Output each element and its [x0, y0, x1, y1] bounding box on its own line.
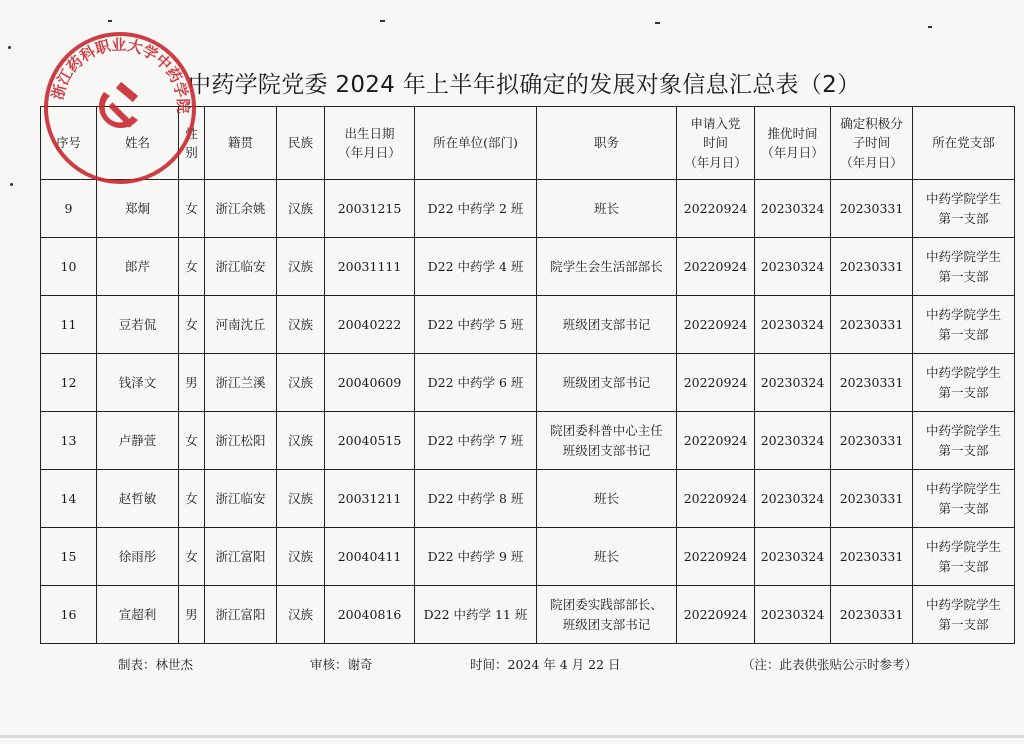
- table-note: （注：此表供张贴公示时参考）: [742, 657, 918, 672]
- cell-recommend: 20230324: [755, 586, 831, 644]
- cell-activist: 20230331: [831, 354, 913, 412]
- scan-speck: [928, 26, 932, 28]
- cell-branch-line: 中药学院学生: [925, 191, 1001, 207]
- column-header-text: 姓名: [124, 135, 150, 151]
- cell-birth: 20040816: [325, 586, 415, 644]
- table-row: [41, 296, 1015, 354]
- cell-name: 宣超利: [97, 586, 179, 644]
- cell-no: 11: [41, 296, 97, 354]
- cell-branch-line: 第一支部: [938, 384, 989, 400]
- column-header-text: 所在单位(部门): [433, 135, 518, 151]
- cell-no: 9: [41, 180, 97, 238]
- column-header-text: 所在党支部: [932, 135, 995, 151]
- cell-unit: D22 中药学 8 班: [415, 470, 537, 528]
- cell-birth: 20031211: [325, 470, 415, 528]
- cell-branch-line: 中药学院学生: [925, 365, 1001, 381]
- cell-branch: [913, 238, 1015, 296]
- cell-position: [537, 470, 677, 528]
- cell-unit: D22 中药学 9 班: [415, 528, 537, 586]
- cell-branch: [913, 470, 1015, 528]
- table-row: [41, 586, 1015, 644]
- scan-speck: [108, 20, 112, 22]
- cell-branch-line: 中药学院学生: [925, 249, 1001, 265]
- cell-branch-line: 中药学院学生: [925, 481, 1001, 497]
- cell-branch-line: 第一支部: [938, 268, 989, 284]
- cell-no: 13: [41, 412, 97, 470]
- table-date: 时间：2024 年 4 月 22 日: [470, 657, 621, 672]
- cell-unit: D22 中药学 5 班: [415, 296, 537, 354]
- cell-activist: 20230331: [831, 470, 913, 528]
- scan-speck: [655, 22, 660, 24]
- cell-branch: [913, 586, 1015, 644]
- cell-gender: 女: [179, 296, 205, 354]
- cell-birth: 20040411: [325, 528, 415, 586]
- column-header-text: 出生日期: [344, 125, 395, 141]
- cell-birth: 20031215: [325, 180, 415, 238]
- cell-branch-line: 第一支部: [938, 210, 989, 226]
- cell-branch-line: 中药学院学生: [925, 539, 1001, 555]
- cell-gender: 女: [179, 180, 205, 238]
- cell-branch: [913, 528, 1015, 586]
- table-row: [41, 238, 1015, 296]
- cell-native: 浙江松阳: [205, 412, 277, 470]
- cell-unit: D22 中药学 11 班: [415, 586, 537, 644]
- table-row: [41, 354, 1015, 412]
- table-reviewer: 审核：谢奇: [310, 657, 373, 672]
- cell-recommend: 20230324: [755, 412, 831, 470]
- cell-apply: 20220924: [677, 528, 755, 586]
- hammer-sickle-icon: [99, 82, 138, 128]
- cell-no: 12: [41, 354, 97, 412]
- column-header-text: （年月日）: [684, 154, 747, 170]
- cell-unit: D22 中药学 6 班: [415, 354, 537, 412]
- column-header-text: （年月日）: [840, 154, 903, 170]
- cell-branch-line: 第一支部: [938, 616, 989, 632]
- official-seal: [40, 28, 200, 188]
- cell-birth: 20040222: [325, 296, 415, 354]
- cell-position-line: 班级团支部书记: [562, 616, 651, 632]
- column-header-text: 民族: [287, 135, 313, 151]
- cell-recommend: 20230324: [755, 528, 831, 586]
- cell-position-line: 班长: [593, 490, 619, 506]
- cell-position: [537, 180, 677, 238]
- seal-ring-text: 浙江药科职业大学中药学院: [48, 35, 193, 114]
- cell-position-line: 院团委实践部部长、: [550, 597, 663, 613]
- column-header-text: 子时间: [852, 135, 891, 151]
- cell-branch-line: 第一支部: [938, 326, 989, 342]
- cell-position-line: 院学生会生活部部长: [550, 258, 663, 274]
- cell-recommend: 20230324: [755, 354, 831, 412]
- cell-gender: 女: [179, 528, 205, 586]
- cell-recommend: 20230324: [755, 296, 831, 354]
- cell-name: 钱泽文: [97, 354, 179, 412]
- cell-ethnicity: 汉族: [277, 354, 325, 412]
- cell-no: 15: [41, 528, 97, 586]
- cell-apply: 20220924: [677, 470, 755, 528]
- cell-unit: D22 中药学 2 班: [415, 180, 537, 238]
- column-header: [831, 107, 913, 180]
- column-header-text: 职务: [593, 135, 619, 151]
- scan-speck: [10, 183, 13, 186]
- cell-gender: 女: [179, 470, 205, 528]
- cell-name: 郎芹: [97, 238, 179, 296]
- cell-branch-line: 第一支部: [938, 558, 989, 574]
- cell-native: 浙江余姚: [205, 180, 277, 238]
- cell-branch: [913, 180, 1015, 238]
- cell-apply: 20220924: [677, 354, 755, 412]
- cell-position-line: 班长: [593, 548, 619, 564]
- cell-branch: [913, 296, 1015, 354]
- cell-position: [537, 354, 677, 412]
- column-header: [537, 107, 677, 180]
- column-header: [755, 107, 831, 180]
- cell-name: 赵哲敏: [97, 470, 179, 528]
- cell-ethnicity: 汉族: [277, 470, 325, 528]
- column-header: [677, 107, 755, 180]
- cell-name: 豆若侃: [97, 296, 179, 354]
- column-header: [277, 107, 325, 180]
- column-header-text: 确定积极分: [840, 115, 903, 131]
- cell-apply: 20220924: [677, 296, 755, 354]
- table-row: [41, 180, 1015, 238]
- cell-birth: 20040515: [325, 412, 415, 470]
- column-header-text: 性别: [185, 125, 198, 160]
- column-header-text: 申请入党: [690, 115, 741, 131]
- column-header-text: 时间: [702, 135, 728, 151]
- scan-speck: [380, 20, 385, 22]
- cell-ethnicity: 汉族: [277, 296, 325, 354]
- cell-activist: 20230331: [831, 528, 913, 586]
- cell-name: 徐雨彤: [97, 528, 179, 586]
- cell-activist: 20230331: [831, 412, 913, 470]
- cell-gender: 女: [179, 412, 205, 470]
- column-header: [415, 107, 537, 180]
- cell-unit: D22 中药学 4 班: [415, 238, 537, 296]
- cell-ethnicity: 汉族: [277, 238, 325, 296]
- cell-branch-line: 第一支部: [938, 442, 989, 458]
- document-title: 中药学院党委 2024 年上半年拟确定的发展对象信息汇总表（2）: [188, 72, 861, 98]
- column-header: [205, 107, 277, 180]
- cell-native: 河南沈丘: [205, 296, 277, 354]
- cell-branch-line: 中药学院学生: [925, 597, 1001, 613]
- cell-name: 郑炯: [97, 180, 179, 238]
- cell-no: 14: [41, 470, 97, 528]
- cell-ethnicity: 汉族: [277, 528, 325, 586]
- cell-gender: 男: [179, 354, 205, 412]
- cell-no: 16: [41, 586, 97, 644]
- table-row: [41, 412, 1015, 470]
- cell-birth: 20040609: [325, 354, 415, 412]
- cell-apply: 20220924: [677, 180, 755, 238]
- column-header-text: （年月日）: [338, 145, 401, 160]
- table-row: [41, 470, 1015, 528]
- cell-position: [537, 238, 677, 296]
- cell-apply: 20220924: [677, 238, 755, 296]
- cell-branch-line: 中药学院学生: [925, 307, 1001, 323]
- column-header-text: 籍贯: [227, 135, 253, 151]
- cell-gender: 女: [179, 238, 205, 296]
- cell-recommend: 20230324: [755, 238, 831, 296]
- cell-branch: [913, 412, 1015, 470]
- table-maker: 制表：林世杰: [118, 657, 194, 672]
- cell-name: 卢静萱: [97, 412, 179, 470]
- cell-no: 10: [41, 238, 97, 296]
- column-header: [325, 107, 415, 180]
- table-row: [41, 528, 1015, 586]
- scan-speck: [8, 46, 11, 49]
- scan-edge: [0, 735, 1024, 738]
- cell-ethnicity: 汉族: [277, 180, 325, 238]
- cell-native: 浙江临安: [205, 470, 277, 528]
- column-header-text: 推优时间: [767, 125, 818, 141]
- column-header: [913, 107, 1015, 180]
- cell-native: 浙江兰溪: [205, 354, 277, 412]
- cell-native: 浙江富阳: [205, 586, 277, 644]
- cell-position: [537, 296, 677, 354]
- cell-activist: 20230331: [831, 238, 913, 296]
- cell-gender: 男: [179, 586, 205, 644]
- cell-position: [537, 528, 677, 586]
- cell-position-line: 班长: [593, 200, 619, 216]
- cell-activist: 20230331: [831, 586, 913, 644]
- cell-position-line: 班级团支部书记: [562, 442, 651, 458]
- column-header-text: （年月日）: [761, 145, 824, 160]
- cell-branch-line: 第一支部: [938, 500, 989, 516]
- cell-apply: 20220924: [677, 412, 755, 470]
- cell-native: 浙江富阳: [205, 528, 277, 586]
- cell-position: [537, 586, 677, 644]
- cell-position-line: 院团委科普中心主任: [550, 423, 663, 439]
- cell-recommend: 20230324: [755, 470, 831, 528]
- cell-birth: 20031111: [325, 238, 415, 296]
- cell-branch: [913, 354, 1015, 412]
- cell-native: 浙江临安: [205, 238, 277, 296]
- cell-position-line: 班级团支部书记: [562, 316, 651, 332]
- cell-ethnicity: 汉族: [277, 586, 325, 644]
- cell-apply: 20220924: [677, 586, 755, 644]
- cell-activist: 20230331: [831, 180, 913, 238]
- cell-position-line: 班级团支部书记: [562, 374, 651, 390]
- cell-position: [537, 412, 677, 470]
- column-header-text: 序号: [55, 135, 81, 151]
- cell-ethnicity: 汉族: [277, 412, 325, 470]
- cell-recommend: 20230324: [755, 180, 831, 238]
- cell-unit: D22 中药学 7 班: [415, 412, 537, 470]
- cell-activist: 20230331: [831, 296, 913, 354]
- cell-branch-line: 中药学院学生: [925, 423, 1001, 439]
